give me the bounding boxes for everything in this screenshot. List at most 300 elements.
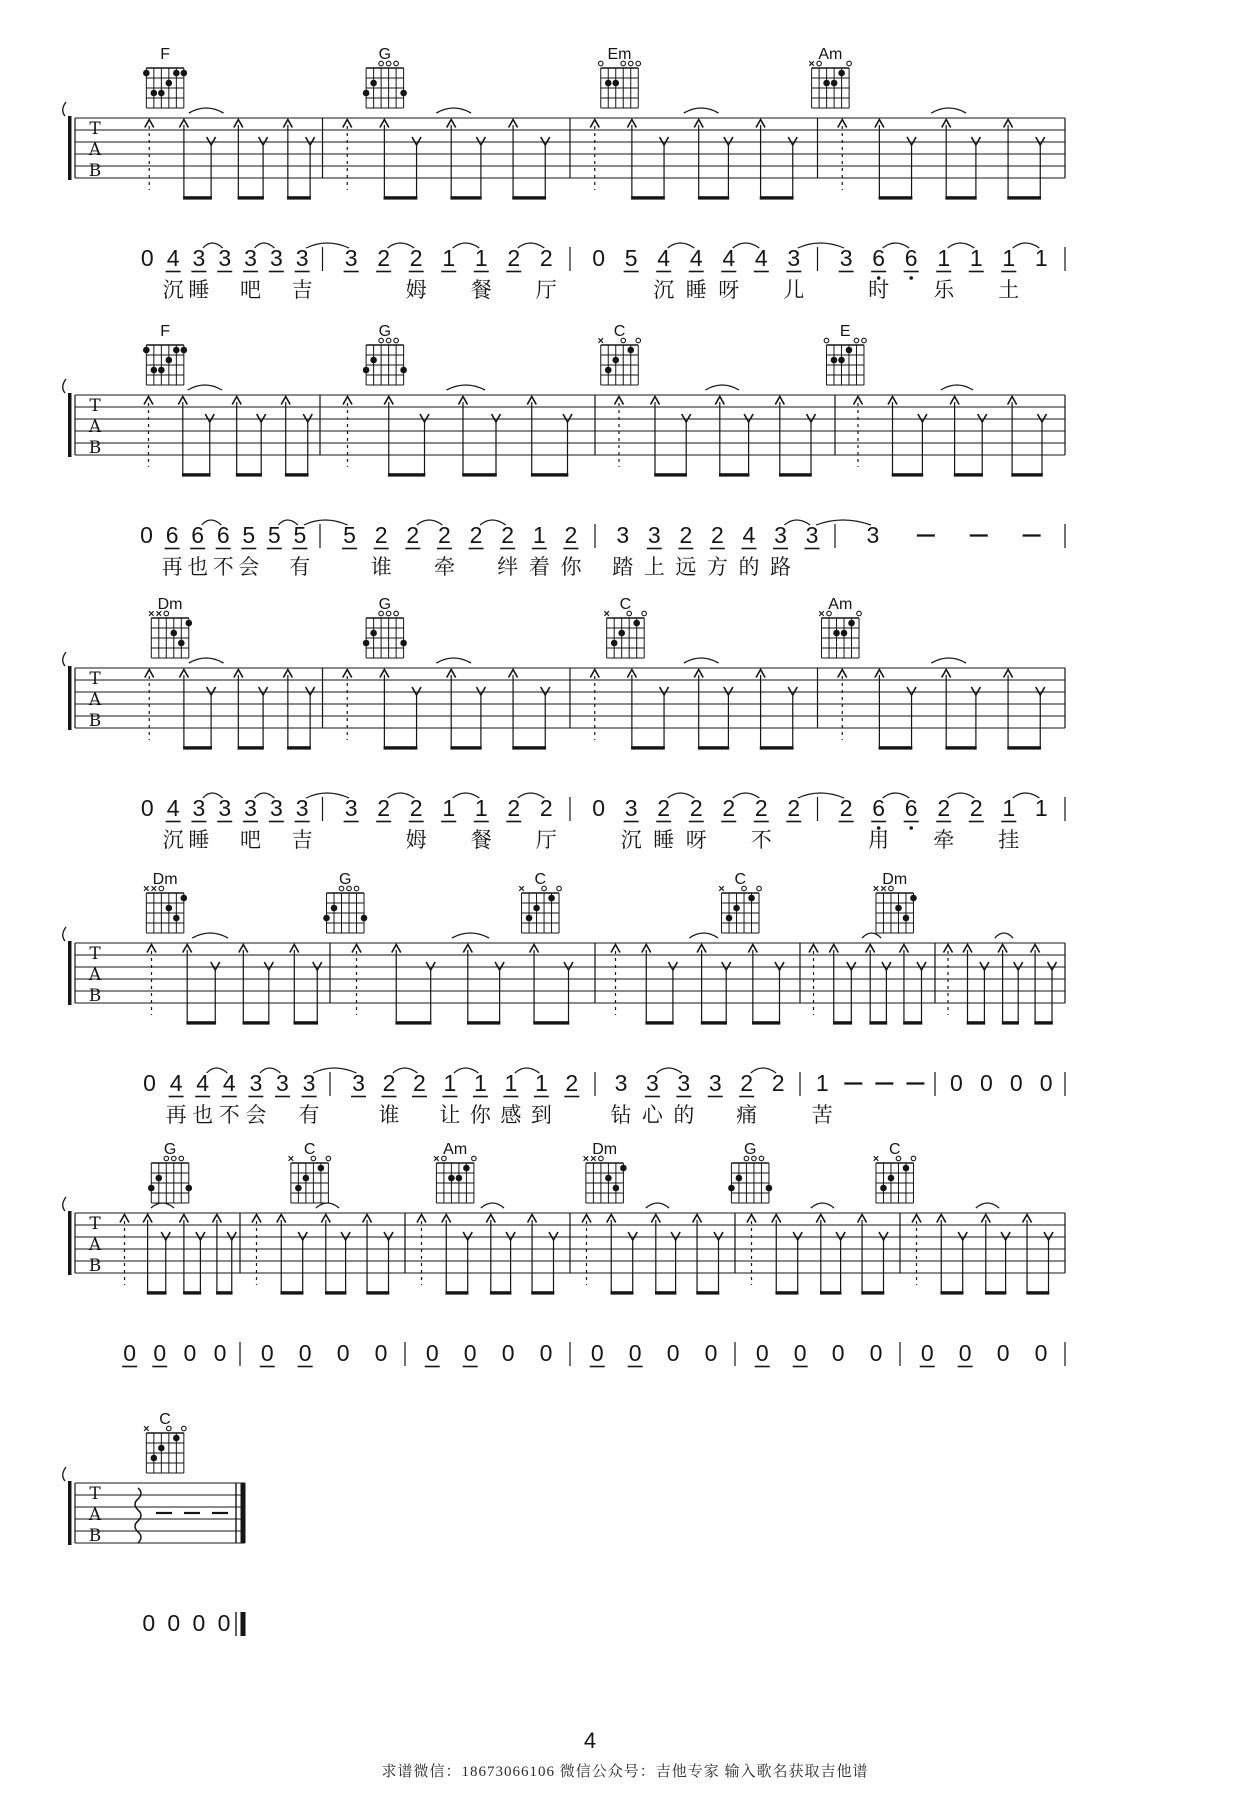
beam	[243, 1021, 270, 1024]
down-strum-icon	[724, 687, 733, 695]
jianpu-token: 3	[647, 522, 661, 548]
beam	[183, 746, 212, 749]
down-strum-icon	[313, 962, 322, 970]
finger-dot	[173, 347, 180, 354]
finger-dot	[736, 1175, 743, 1182]
down-strum-icon	[306, 137, 315, 145]
finger-dot	[370, 630, 377, 637]
jianpu-token: 1	[474, 245, 488, 271]
down-strum-icon	[1001, 1232, 1010, 1240]
jianpu-token: 2	[539, 795, 553, 821]
down-strum-icon	[259, 687, 268, 695]
jianpu-token: 0	[666, 1340, 680, 1366]
chord-name: C	[534, 871, 547, 888]
strum-arrows	[611, 945, 784, 1025]
phrase-arc	[931, 108, 966, 113]
lyric-syllable: 睡	[188, 829, 210, 852]
jianpu-token: 3	[295, 245, 309, 271]
tie-arc	[313, 1068, 356, 1073]
lyric-syllable: 谁	[378, 1104, 400, 1127]
jianpu-token: 0	[213, 1340, 227, 1366]
phrase-arc	[436, 658, 471, 663]
beam	[954, 473, 983, 476]
jianpu-token: 1	[504, 1070, 518, 1096]
down-strum-icon	[971, 137, 980, 145]
jianpu-token: 4	[689, 245, 703, 271]
jianpu-token: 0	[143, 1070, 156, 1096]
finger-dot	[748, 895, 755, 902]
down-strum-icon	[907, 137, 916, 145]
down-strum-icon	[196, 1232, 205, 1240]
beam	[236, 473, 262, 476]
finger-dot	[880, 1185, 887, 1192]
jianpu-token: 3	[866, 522, 880, 548]
finger-dot	[400, 367, 407, 374]
finger-dot	[173, 70, 180, 77]
beam	[183, 196, 212, 199]
final-barline	[241, 1612, 246, 1636]
beam	[285, 473, 309, 476]
tab-system-1	[63, 46, 1065, 302]
finger-dot	[627, 347, 634, 354]
chord-name: Dm	[592, 1141, 618, 1158]
phrase-arc	[189, 108, 224, 113]
lyric-syllable: 让	[439, 1104, 461, 1127]
finger-dot	[151, 367, 158, 374]
down-strum-icon	[259, 137, 268, 145]
chord-name: G	[378, 596, 392, 613]
chord-diagram	[149, 596, 192, 658]
strum-arrows	[252, 1215, 393, 1295]
down-strum-icon	[384, 1232, 393, 1240]
down-strum-icon	[257, 414, 266, 422]
jianpu-token: 0	[217, 1610, 231, 1636]
strum-arrows	[417, 1215, 558, 1295]
phrase-arc	[995, 933, 1013, 938]
finger-dot	[181, 347, 188, 354]
lyric-syllable: 踏	[612, 556, 634, 579]
down-strum-icon	[907, 687, 916, 695]
beam	[698, 196, 729, 199]
open-string-marker	[557, 886, 562, 891]
open-string-marker	[394, 338, 399, 343]
lyric-syllable: 着	[528, 556, 550, 579]
down-strum-icon	[541, 687, 550, 695]
jianpu-token: 6	[216, 522, 230, 548]
chord-name: F	[160, 323, 170, 340]
system-paren	[63, 1467, 66, 1481]
beam	[879, 746, 913, 749]
down-strum-icon	[476, 687, 485, 695]
jianpu-token: 2	[771, 1070, 785, 1096]
system-bracket	[68, 941, 72, 1005]
jianpu-token: 2	[937, 795, 951, 821]
beam	[701, 1021, 727, 1024]
chord-name: F	[160, 46, 170, 63]
lyric-syllable: 睡	[188, 279, 210, 302]
finger-dot	[831, 357, 838, 364]
finger-dot	[166, 905, 173, 912]
strum-arrows	[120, 1215, 236, 1295]
octave-dot	[909, 276, 913, 280]
finger-dot	[903, 915, 910, 922]
finger-dot	[158, 1445, 165, 1452]
beam	[1007, 746, 1041, 749]
jianpu-token: 1	[1034, 795, 1048, 821]
jianpu-token: 1	[937, 245, 951, 271]
finger-dot	[170, 630, 177, 637]
jianpu-token: 0	[123, 1340, 137, 1366]
chord-name: G	[743, 1141, 757, 1158]
jianpu-token: 4	[222, 1070, 236, 1096]
finger-dot	[633, 620, 640, 627]
lyric-syllable: 用	[868, 829, 890, 852]
beam	[182, 473, 211, 476]
chord-diagram	[363, 323, 407, 385]
open-string-marker	[179, 1156, 184, 1161]
down-strum-icon	[879, 1232, 888, 1240]
down-strum-icon	[660, 687, 669, 695]
jianpu-token: 2	[438, 522, 451, 548]
beam	[1011, 473, 1043, 476]
beam	[450, 196, 481, 199]
phrase-arc	[689, 933, 718, 938]
jianpu-token: 6	[904, 245, 918, 271]
chord-name: C	[613, 323, 626, 340]
jianpu-token: 3	[646, 1070, 659, 1096]
lyric-syllable: 苦	[811, 1104, 833, 1127]
beam	[645, 1021, 673, 1024]
tab-letter: B	[88, 1256, 102, 1276]
finger-dot	[766, 1185, 773, 1192]
beam	[445, 1291, 468, 1294]
lyric-syllable: 会	[238, 556, 260, 579]
finger-dot	[605, 1175, 612, 1182]
lyric-syllable: 厅	[535, 829, 557, 852]
down-strum-icon	[412, 687, 421, 695]
lyric-syllable: 再	[165, 1104, 187, 1127]
jianpu-token: 0	[260, 1340, 274, 1366]
jianpu-token: 0	[831, 1340, 845, 1366]
beam	[186, 1021, 216, 1024]
tab-letter: A	[88, 1505, 102, 1525]
jianpu-token: 6	[165, 522, 179, 548]
jianpu-token: 0	[140, 795, 154, 821]
beam	[940, 1291, 963, 1294]
tab-letter: B	[88, 438, 102, 458]
jianpu-token: 3	[218, 245, 232, 271]
strum-arrows	[615, 397, 816, 477]
down-strum-icon	[744, 414, 753, 422]
open-string-marker	[326, 1156, 331, 1161]
finger-dot	[611, 640, 618, 647]
tab-letter: A	[88, 140, 102, 160]
finger-dot	[151, 90, 158, 97]
jianpu-token: 2	[377, 795, 391, 821]
system-bracket	[68, 116, 72, 180]
beam	[384, 196, 418, 199]
lyric-syllable: 再	[161, 556, 183, 579]
phrase-arc	[188, 385, 222, 390]
finger-dot	[548, 895, 555, 902]
lyric-syllable: 你	[469, 1104, 491, 1127]
tab-staff	[75, 118, 1065, 181]
beam	[1007, 196, 1041, 199]
chord-name: C	[619, 596, 632, 613]
lyric-syllable: 感	[500, 1104, 522, 1127]
open-string-marker	[642, 611, 647, 616]
jianpu-token: 4	[166, 245, 180, 271]
finger-dot	[903, 1165, 910, 1172]
jianpu-token: 0	[996, 1340, 1010, 1366]
down-strum-icon	[958, 1232, 967, 1240]
down-strum-icon	[775, 962, 784, 970]
tab-letter: T	[89, 944, 101, 964]
jianpu-token: 3	[344, 245, 358, 271]
chord-name: Am	[443, 1141, 468, 1158]
open-string-marker	[759, 1156, 764, 1161]
beam	[985, 1291, 1006, 1294]
chord-name: G	[378, 46, 392, 63]
lyric-syllable: 路	[769, 556, 791, 579]
beam	[533, 1021, 569, 1024]
chord-diagram	[323, 871, 367, 933]
phrase-arc	[316, 1203, 339, 1208]
tab-letter: T	[89, 119, 101, 139]
lyric-syllable: 睡	[685, 279, 707, 302]
beam	[760, 196, 794, 199]
lyric-syllable: 吧	[240, 279, 262, 302]
jianpu-token: 2	[565, 1070, 579, 1096]
jianpu-token: 2	[740, 1070, 754, 1096]
finger-dot	[833, 630, 840, 637]
down-strum-icon	[549, 1232, 558, 1240]
beam	[861, 1291, 884, 1294]
lyrics-line	[162, 556, 791, 579]
beam	[945, 746, 976, 749]
lyric-syllable: 钻	[610, 1104, 632, 1127]
phrase-arc	[684, 658, 719, 663]
phrase-arc	[452, 933, 489, 938]
lyric-syllable: 沉	[653, 279, 675, 302]
phrase-arc	[189, 658, 224, 663]
tab-letter: A	[88, 690, 102, 710]
beam	[610, 1291, 633, 1294]
jianpu-token: 4	[166, 795, 180, 821]
jianpu-line	[143, 1068, 1065, 1097]
finger-dot	[613, 1185, 620, 1192]
chord-diagram	[143, 323, 187, 385]
jianpu-token: 0	[153, 1340, 167, 1366]
down-strum-icon	[563, 414, 572, 422]
jianpu-token: 0	[298, 1340, 312, 1366]
finger-dot	[733, 905, 740, 912]
system-bracket	[68, 1481, 72, 1545]
down-strum-icon	[264, 962, 273, 970]
chord-name: E	[839, 323, 851, 340]
lyric-syllable: 不	[750, 829, 772, 852]
jianpu-token: 4	[742, 522, 756, 548]
finger-dot	[158, 90, 165, 97]
lyric-syllable: 到	[530, 1104, 552, 1127]
jianpu-token: 3	[269, 245, 283, 271]
lyrics-line	[166, 1104, 833, 1127]
jianpu-token: 3	[218, 795, 232, 821]
strum-arrows	[590, 670, 797, 750]
finger-dot	[155, 1175, 162, 1182]
jianpu-token: 2	[409, 795, 423, 821]
beam	[903, 1021, 922, 1024]
jianpu-line	[142, 1610, 245, 1636]
beam	[462, 473, 497, 476]
jianpu-token: 0	[539, 1340, 553, 1366]
lyric-syllable: 远	[675, 556, 697, 579]
beam	[384, 746, 418, 749]
jianpu-token: 3	[708, 1070, 722, 1096]
open-string-marker	[394, 611, 399, 616]
jianpu-token: 6	[191, 522, 205, 548]
down-strum-icon	[971, 687, 980, 695]
chord-diagram	[363, 596, 407, 658]
down-strum-icon	[722, 962, 731, 970]
down-strum-icon	[492, 414, 501, 422]
jianpu-token: 3	[616, 522, 630, 548]
beam	[388, 473, 425, 476]
phrase-arc	[684, 108, 719, 113]
lyric-syllable: 不	[218, 1104, 240, 1127]
phrase-arc	[192, 933, 228, 938]
beam	[490, 1291, 511, 1294]
jianpu-token: 0	[628, 1340, 642, 1366]
finger-dot	[448, 1175, 455, 1182]
lyric-syllable: 姆	[405, 829, 427, 852]
strum-arrows	[343, 670, 550, 750]
system-bracket	[68, 1211, 72, 1275]
lyric-syllable: 的	[673, 1104, 695, 1127]
jianpu-token: 3	[302, 1070, 316, 1096]
strum-arrows	[147, 945, 322, 1025]
phrase-arc	[811, 1203, 834, 1208]
lyric-syllable: 有	[289, 556, 311, 579]
finger-dot	[400, 640, 407, 647]
jianpu-token: 2	[413, 1070, 426, 1096]
down-strum-icon	[714, 1232, 723, 1240]
finger-dot	[910, 895, 917, 902]
lyric-syllable: 沉	[162, 279, 184, 302]
jianpu-token: 3	[839, 245, 853, 271]
down-strum-icon	[207, 137, 216, 145]
lyric-syllable: 也	[192, 1104, 214, 1127]
down-strum-icon	[836, 1232, 845, 1240]
chord-diagram	[363, 46, 407, 108]
finger-dot	[370, 80, 377, 87]
lyric-syllable: 上	[643, 556, 665, 579]
jianpu-token: 2	[564, 522, 578, 548]
jianpu-token: 2	[787, 795, 801, 821]
beam	[833, 1021, 852, 1024]
tie-arc	[306, 243, 349, 248]
jianpu-token: 3	[352, 1070, 365, 1096]
jianpu-token: 2	[409, 245, 423, 271]
chord-name: C	[159, 1411, 171, 1428]
jianpu-token: 3	[774, 522, 787, 548]
finger-dot	[173, 915, 180, 922]
jianpu-token: 4	[657, 245, 671, 271]
jianpu-line	[141, 793, 1065, 830]
finger-dot	[846, 347, 853, 354]
jianpu-token: 2	[657, 795, 671, 821]
beam	[531, 473, 568, 476]
down-strum-icon	[1038, 414, 1047, 422]
beam	[892, 473, 924, 476]
jianpu-token: 5	[242, 522, 256, 548]
tab-letter: T	[89, 1484, 101, 1504]
jianpu-token: 1	[1034, 245, 1048, 271]
finger-dot	[181, 895, 188, 902]
down-strum-icon	[671, 1232, 680, 1240]
jianpu-token: 3	[677, 1070, 691, 1096]
tie-arc	[798, 793, 844, 798]
finger-dot	[400, 90, 407, 97]
down-strum-icon	[788, 137, 797, 145]
chord-name: Am	[828, 596, 853, 613]
jianpu-token: 6	[904, 795, 918, 821]
chord-name: C	[303, 1141, 316, 1158]
finger-dot	[533, 905, 540, 912]
finger-dot	[178, 640, 185, 647]
strum-arrows	[352, 945, 573, 1025]
jianpu-token: 4	[754, 245, 768, 271]
system-bracket	[68, 393, 72, 457]
down-strum-icon	[476, 137, 485, 145]
finger-dot	[620, 1165, 627, 1172]
jianpu-token: 1	[473, 1070, 487, 1096]
jianpu-token: 0	[501, 1340, 515, 1366]
open-string-marker	[636, 61, 641, 66]
down-strum-icon	[506, 1232, 515, 1240]
system-paren	[63, 927, 66, 941]
jianpu-token: 3	[295, 795, 309, 821]
beam	[280, 1291, 303, 1294]
lyric-syllable: 沉	[620, 829, 642, 852]
down-strum-icon	[341, 1232, 350, 1240]
finger-dot	[361, 915, 368, 922]
jianpu-token: 2	[539, 245, 553, 271]
tab-system-4	[63, 871, 1065, 1127]
jianpu-token: 3	[192, 245, 206, 271]
lyric-syllable: 的	[738, 556, 760, 579]
beam	[696, 1291, 719, 1294]
chord-diagram	[809, 46, 851, 108]
finger-dot	[726, 915, 733, 922]
system-paren	[63, 1197, 66, 1211]
chord-name: G	[339, 871, 352, 888]
phrase-arc	[646, 1203, 669, 1208]
jianpu-token: 0	[704, 1340, 718, 1366]
jianpu-line	[140, 520, 1065, 549]
jianpu-token: 2	[507, 245, 521, 271]
jianpu-token: 5	[624, 245, 638, 271]
open-string-marker	[911, 1156, 916, 1161]
jianpu-token: 3	[249, 1070, 263, 1096]
beam	[216, 1291, 232, 1294]
open-string-marker	[354, 886, 359, 891]
jianpu-token: 0	[958, 1340, 972, 1366]
down-strum-icon	[788, 687, 797, 695]
finger-dot	[166, 357, 173, 364]
lyric-syllable: 土	[998, 279, 1020, 302]
strum-arrows	[145, 670, 315, 750]
